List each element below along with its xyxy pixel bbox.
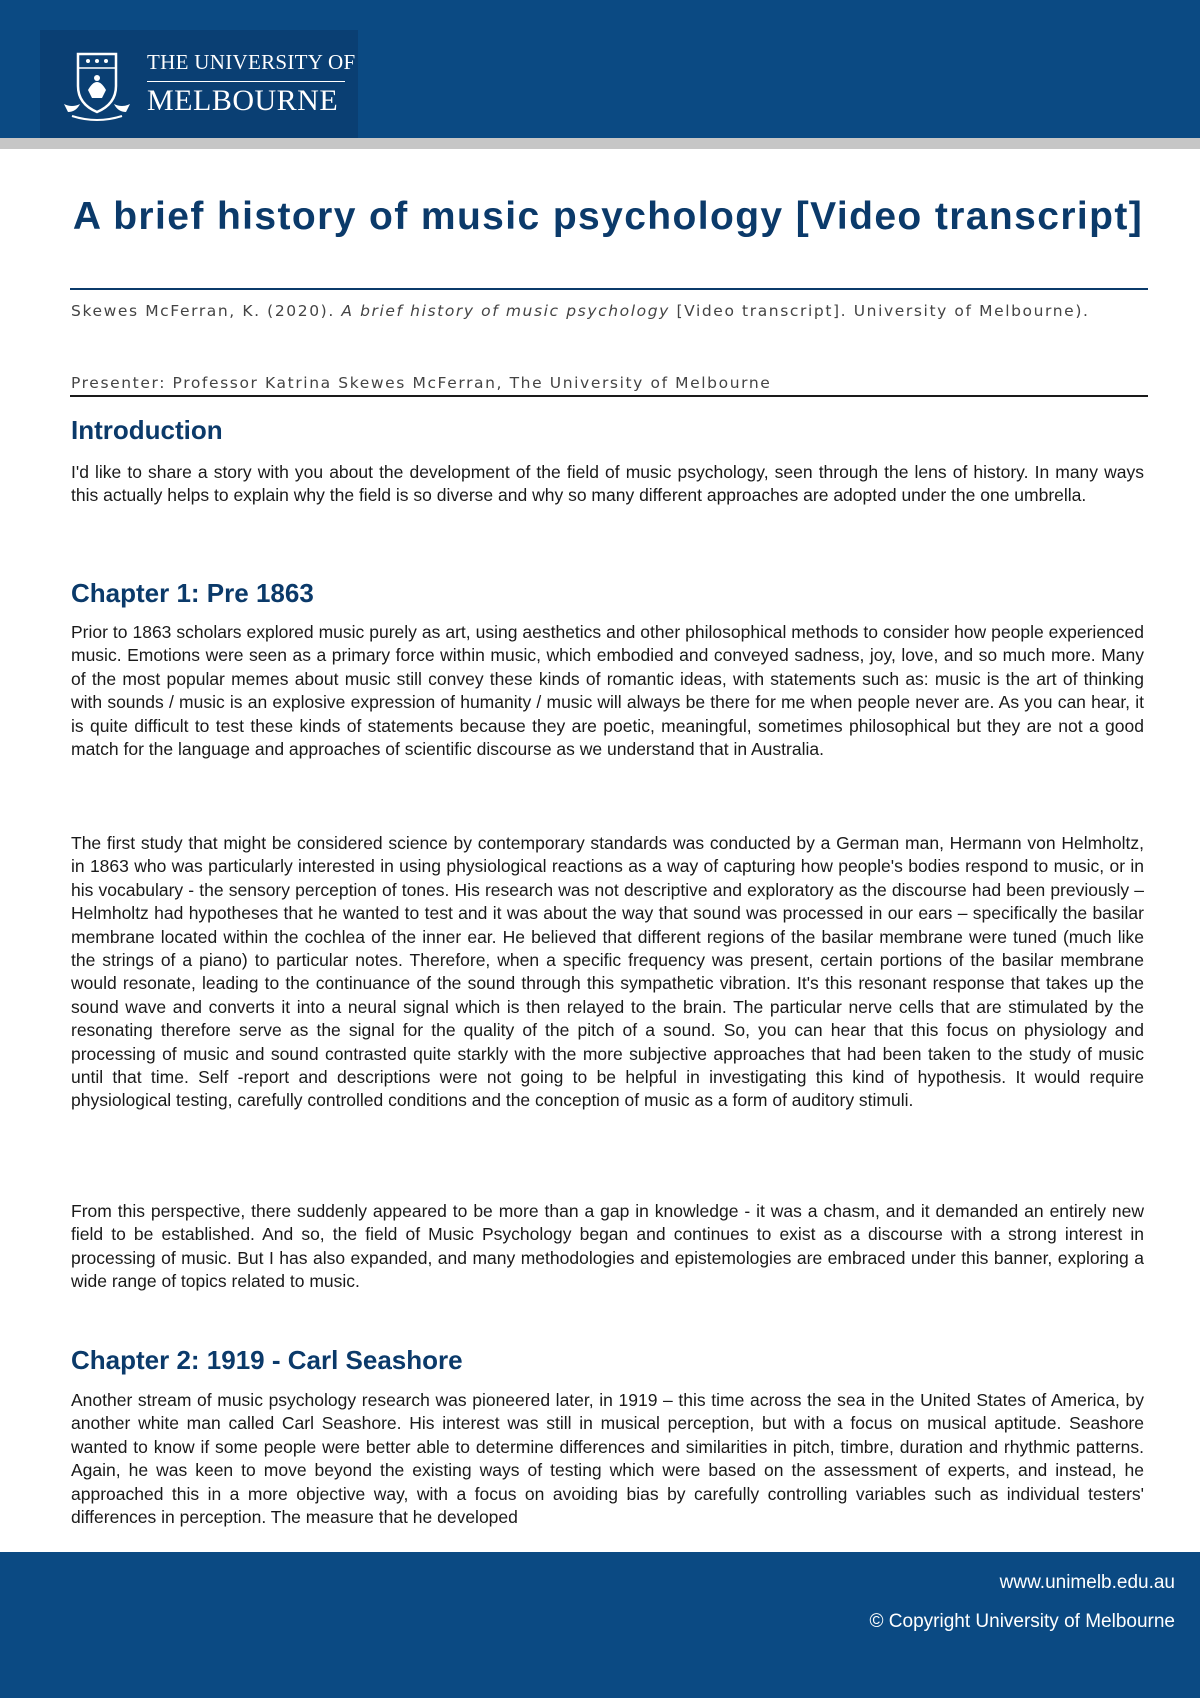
footer-url: www.unimelb.edu.au (999, 1572, 1175, 1593)
header-divider-stripe (0, 138, 1200, 149)
footer-copyright: © Copyright University of Melbourne (869, 1611, 1175, 1632)
header-bottom-divider (70, 395, 1148, 397)
university-logo (40, 30, 358, 138)
logo-divider (147, 81, 345, 82)
paragraph: From this perspective, there suddenly appeared to be more than a gap in knowledge - it was a chasm, and it demanded an entirely new field to be established. And so, the field of Music Psychology began and continues to exist as a discourse with a strong interest in processing of music. But I has also expanded, and many methodologies and epistemologies are embraced under this banner, exploring a wide range of topics related to music. (71, 1201, 1144, 1292)
paragraph: Prior to 1863 scholars explored music purely as art, using aesthetics and other philosophical methods to consider how people experienced music. Emotions were seen as a primary force within music, which embodied and conveyed sadness, joy, love, and so much more. Many of the most popular memes about music still convey these kinds of romantic ideas, with statements such as: music is the art of thinking with sounds / music is an explosive expression of humanity / music will always be there for me when people never are. As you can hear, it is quite difficult to test these kinds of statements because they are poetic, meaningful, sometimes philosophical but they are not a good match for the language and approaches of scientific discourse as we understand that in Australia. (71, 622, 1144, 760)
paragraph: I'd like to share a story with you about the development of the field of music psychology, seen through the lens of history. In many ways this actually helps to explain why the field is so diverse and why so many different approaches are adopted under the one umbrella. (71, 462, 1144, 506)
page-title: A brief history of music psychology [Video transcript] (72, 195, 1144, 238)
paragraph: Another stream of music psychology research was pioneered later, in 1919 – this time across the sea in the United States of America, by another white man called Carl Seashore. His interest was still in musical perception, but with a focus on musical aptitude. Seashore wanted to know if some people were better able to determine differences and similarities in pitch, timbre, duration and rhythmic patterns. Again, he was keen to move beyond the existing ways of testing which were based on the assessment of experts, and instead, he approached this in a more objective way, with a focus on avoiding bias by carefully controlling variables such as individual testers' differences in perception. The measure that he developed (71, 1390, 1144, 1528)
logo-text-line2: MELBOURNE (147, 84, 339, 117)
citation-authors: Skewes McFerran, K. (2020). (71, 302, 342, 320)
section-heading-chapter-2: Chapter 2: 1919 - Carl Seashore (71, 1345, 463, 1375)
presenter-line: Presenter: Professor Katrina Skewes McFerran, The University of Melbourne (71, 374, 772, 392)
section-heading-introduction: Introduction (71, 415, 223, 445)
citation-details: [Video transcript]. University of Melbourne). (669, 302, 1090, 320)
title-divider (70, 288, 1148, 290)
citation-title: A brief history of music psychology (341, 302, 670, 320)
section-heading-chapter-1: Chapter 1: Pre 1863 (71, 578, 314, 608)
citation (71, 297, 1143, 325)
logo-text-line1: THE UNIVERSITY OF (147, 50, 356, 74)
university-crest-icon (58, 46, 136, 124)
paragraph: The first study that might be considered science by contemporary standards was conducted by a German man, Hermann von Helmholtz, in 1863 who was particularly interested in using physiological reactions as a way of capturing how people's bodies respond to music, or in his vocabulary - the sensory perception of tones. His research was not descriptive and exploratory as the discourse had been previously – Helmholtz had hypotheses that he wanted to test and it was about the way that sound was processed in our ears – specifically the basilar membrane located within the cochlea of the inner ear. He believed that different regions of the basilar membrane were tuned (much like the strings of a piano) to particular notes. Therefore, when a specific frequency was present, certain portions of the basilar membrane would resonate, leading to the continuance of the sound through this sympathetic vibration. It's this resonant response that takes up the sound wave and converts it into a neural signal which is then relayed to the brain. The particular nerve cells that are stimulated by the resonating therefore serve as the signal for the quality of the pitch of a sound. So, you can hear that this focus on physiology and processing of music and sound contrasted quite starkly with the more subjective approaches that had been taken to the study of music until that time. Self -report and descriptions were not going to be helpful in investigating this kind of hypothesis. It would require physiological testing, carefully controlled conditions and the conception of music as a form of auditory stimuli. (71, 833, 1144, 1111)
